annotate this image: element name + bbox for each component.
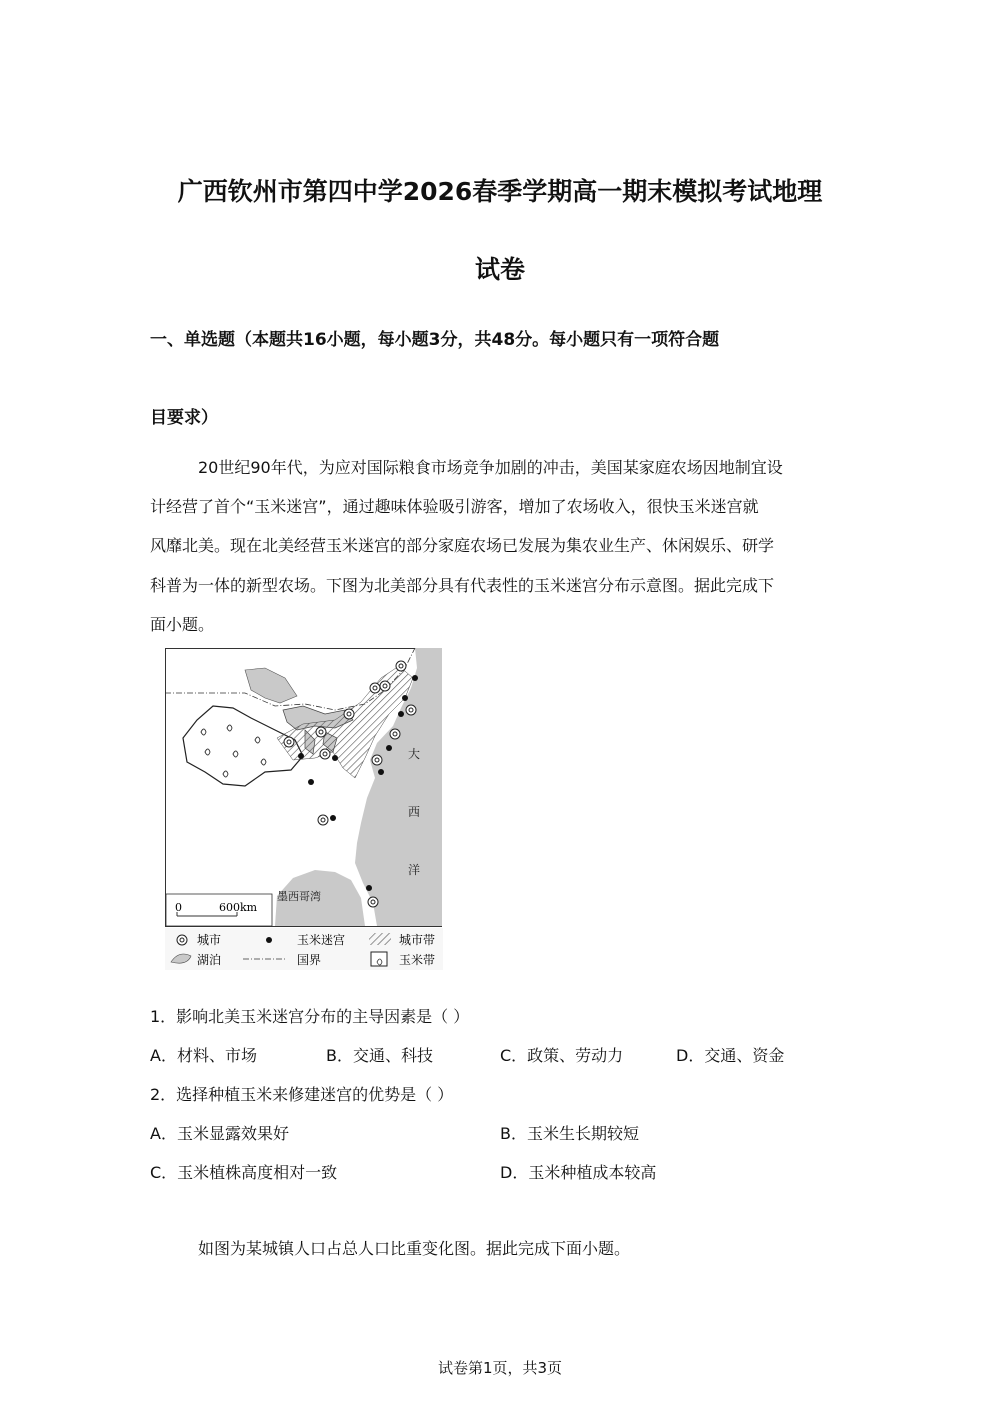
scale-zero: 0 (175, 901, 182, 914)
question-2-option-b: B．玉米生长期较短 (500, 1124, 639, 1143)
question-2-option-d: D．玉米种植成本较高 (500, 1163, 657, 1182)
passage-2: 如图为某城镇人口占总人口比重变化图。据此完成下面小题。 (198, 1239, 631, 1258)
passage-line: 风靡北美。现在北美经营玉米迷宫的部分家庭农场已发展为集农业生产、休闲娱乐、研学 (150, 536, 775, 556)
page-footer: 试卷第1页，共3页 (437, 1359, 563, 1377)
passage-line: 科普为一体的新型农场。下图为北美部分具有代表性的玉米迷宫分布示意图。据此完成下 (150, 575, 775, 595)
question-2-option-a: A．玉米显露效果好 (150, 1124, 289, 1143)
scale-value: 600km (219, 901, 258, 914)
legend-city: 城市 (197, 933, 222, 947)
question-1-option-a: A．材料、市场 (150, 1046, 257, 1065)
ocean-label: 洋 (408, 863, 421, 877)
legend-city-belt: 城市带 (399, 933, 436, 947)
exam-title-line2: 试卷 (474, 255, 525, 284)
question-2-stem: 2．选择种植玉米来修建迷宫的优势是（ ） (150, 1085, 454, 1104)
passage-1 (150, 448, 850, 644)
question-1-stem: 1．影响北美玉米迷宫分布的主导因素是（ ） (150, 1007, 470, 1026)
section-heading-line1: 一、单选题（本题共16小题，每小题3分，共48分。每小题只有一项符合题 (150, 330, 720, 350)
exam-title-line1: 广西钦州市第四中学2026春季学期高一期末模拟考试地理 (177, 177, 823, 206)
legend-maze: 玉米迷宫 (297, 933, 346, 947)
passage-line: 20世纪90年代，为应对国际粮食市场竞争加剧的冲击，美国某家庭农场因地制宜设 (198, 458, 783, 477)
legend-lake: 湖泊 (197, 953, 222, 967)
question-2-option-c: C．玉米植株高度相对一致 (150, 1163, 338, 1182)
question-1-option-c: C．政策、劳动力 (500, 1046, 624, 1065)
gulf-label: 墨西哥湾 (277, 890, 321, 903)
ocean-label: 西 (408, 805, 421, 819)
section-heading-line2: 目要求） (150, 408, 218, 428)
legend-border: 国界 (297, 953, 322, 967)
question-1-option-d: D．交通、资金 (676, 1046, 785, 1065)
legend-corn-belt: 玉米带 (399, 953, 436, 967)
passage-line: 计经营了首个“玉米迷宫”，通过趣味体验吸引游客，增加了农场收入，很快玉米迷宫就 (150, 497, 759, 517)
ocean-label: 大 (408, 747, 421, 761)
passage-line: 面小题。 (150, 614, 215, 634)
corn-maze-distribution-map (165, 648, 443, 970)
question-1-option-b: B．交通、科技 (326, 1046, 433, 1065)
